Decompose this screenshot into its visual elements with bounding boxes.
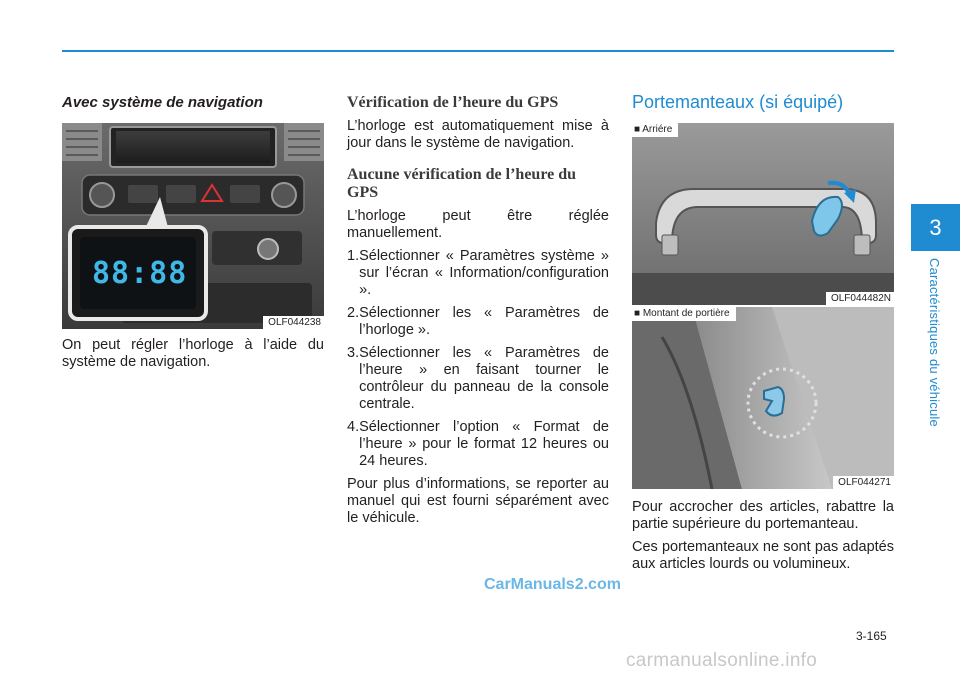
step-text: Sélectionner les « Paramètres de l’horloge ». [359, 305, 609, 338]
figure-tag: ■ Montant de portière [632, 307, 736, 321]
figure-code: OLF044238 [263, 316, 324, 329]
rear-hook-illustration [632, 123, 894, 305]
figure-dashboard-clock [62, 123, 324, 329]
figure-code: OLF044271 [833, 476, 894, 489]
chapter-number: 3 [929, 214, 942, 240]
step-number: 4. [347, 419, 360, 435]
step-text: Sélectionner « Paramètres système » sur l’écran « Information/configuration ». [359, 248, 609, 298]
column-navigation [62, 94, 324, 377]
figure-pillar-hook [632, 307, 894, 489]
figure-tag: ■ Arriére [632, 123, 678, 137]
list-item [347, 345, 609, 413]
column-coat-hooks [632, 94, 894, 579]
section-heading-navigation: Avec système de navigation [62, 94, 263, 111]
paragraph: Pour plus d’informations, se reporter au manuel qui est fourni séparément avec le véhicule. [347, 476, 609, 526]
paragraph: L’horloge peut être réglée manuellement. [347, 208, 609, 241]
steps-list [347, 248, 609, 470]
step-text: Sélectionner les « Paramètres de l’heure » en faisant tourner le contrôleur du panneau de la console centrale. [359, 345, 609, 412]
paragraph: On peut régler l’horloge à l’aide du système de navigation. [62, 337, 324, 370]
figure-rear-hook [632, 123, 894, 305]
paragraph: Ces portemanteaux ne sont pas adaptés aux articles lourds ou volumineux. [632, 539, 894, 572]
step-number: 1. [347, 248, 360, 264]
column-gps [347, 94, 609, 533]
watermark-carmanualsonline[interactable]: carmanualsonline.info [626, 650, 818, 671]
top-rule [62, 50, 894, 52]
chapter-title: Caractéristiques du véhicule [927, 258, 942, 427]
watermark-carmanuals2[interactable]: CarManuals2.com [484, 576, 621, 593]
dashboard-illustration [62, 123, 324, 329]
pillar-hook-illustration [632, 307, 894, 489]
page-number: 3-165 [856, 629, 887, 643]
section-heading-gps-check: Vérification de l’heure du GPS [347, 94, 559, 111]
list-item [347, 305, 609, 339]
paragraph: L’horloge est automatiquement mise à jour dans le système de navigation. [347, 118, 609, 151]
paragraph: Pour accrocher des articles, rabattre la partie supérieure du portemanteau. [632, 499, 894, 532]
chapter-tab [911, 204, 960, 251]
figure-code: OLF044482N [826, 292, 894, 305]
clock-display: 88:88 [92, 256, 188, 291]
section-heading-no-gps-check: Aucune vérification de l’heure du GPS [347, 166, 577, 201]
list-item [347, 248, 609, 299]
step-number: 3. [347, 345, 360, 361]
step-number: 2. [347, 305, 360, 321]
section-heading-coat-hooks: Portemanteaux (si équipé) [632, 92, 844, 112]
step-text: Sélectionner l’option « Format de l’heure » pour le format 12 heures ou 24 heures. [359, 419, 609, 469]
list-item [347, 419, 609, 470]
